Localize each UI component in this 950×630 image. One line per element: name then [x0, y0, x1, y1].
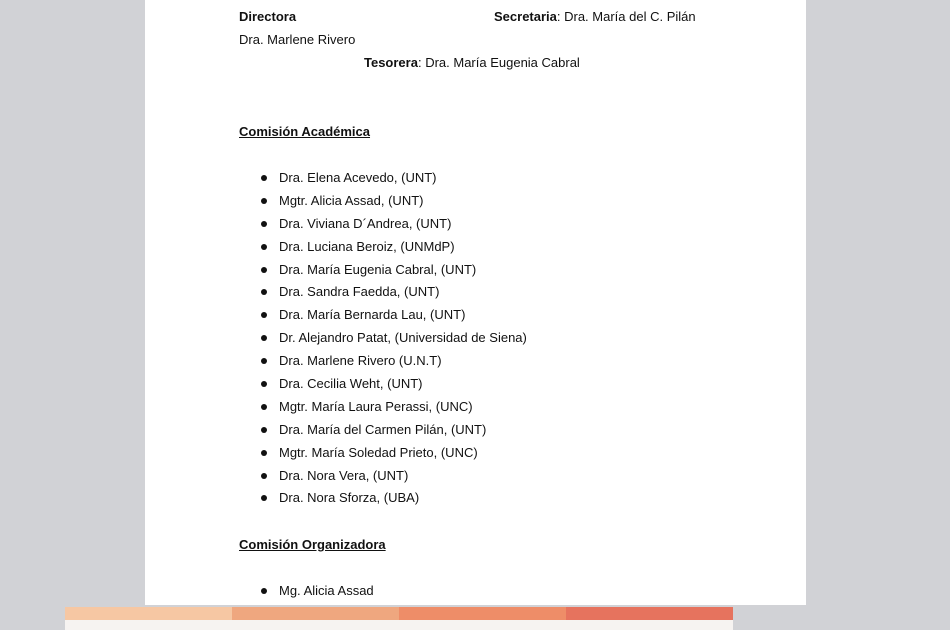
- list-item: [145, 422, 806, 445]
- member-name: Mgtr. María Soledad Prieto, (UNC): [279, 444, 478, 460]
- comision-academica-list: [145, 170, 806, 513]
- member-name: Mgtr. Alicia Assad, (UNT): [279, 192, 424, 208]
- footer-color-bar: [65, 607, 232, 620]
- member-name: Dra. Viviana D´Andrea, (UNT): [279, 215, 452, 231]
- directora-label: Directora: [239, 9, 297, 24]
- comision-organizadora-list: [145, 583, 806, 606]
- list-item: [145, 239, 806, 262]
- tesorera-label: Tesorera: [364, 55, 418, 70]
- tesorera-line: [364, 55, 580, 71]
- list-item: [145, 330, 806, 353]
- list-item: [145, 170, 806, 193]
- secretaria-label: Secretaria: [494, 9, 557, 24]
- secretaria-name: : Dra. María del C. Pilán: [556, 9, 696, 24]
- bullet-icon: [261, 495, 267, 501]
- bullet-icon: [261, 381, 267, 387]
- list-item: [145, 583, 806, 606]
- list-item: [145, 262, 806, 285]
- list-item: [145, 193, 806, 216]
- bullet-icon: [261, 450, 267, 456]
- comision-organizadora-heading: Comisión Organizadora: [239, 537, 386, 552]
- bullet-icon: [261, 473, 267, 479]
- secretaria-line: [494, 9, 696, 25]
- bullet-icon: [261, 588, 267, 594]
- document-page: [145, 0, 806, 605]
- list-item: [145, 445, 806, 468]
- member-name: Mg. Alicia Assad: [279, 583, 374, 598]
- list-item: [145, 353, 806, 376]
- member-name: Dr. Alejandro Patat, (Universidad de Siena): [279, 330, 527, 346]
- member-name: Dra. Sandra Faedda, (UNT): [279, 284, 440, 300]
- list-item: [145, 284, 806, 307]
- list-item: [145, 307, 806, 330]
- list-item: [145, 216, 806, 239]
- member-name: Dra. Luciana Beroiz, (UNMdP): [279, 238, 455, 254]
- member-name: Dra. Marlene Rivero (U.N.T): [279, 353, 442, 369]
- bullet-icon: [261, 267, 267, 273]
- list-item: [145, 399, 806, 422]
- bullet-icon: [261, 335, 267, 341]
- member-name: Dra. Nora Sforza, (UBA): [279, 490, 420, 506]
- footer-color-bar: [232, 607, 399, 620]
- list-item: [145, 490, 806, 513]
- member-name: Mgtr. María Laura Perassi, (UNC): [279, 398, 473, 414]
- tesorera-name: : Dra. María Eugenia Cabral: [417, 55, 580, 70]
- list-item: [145, 468, 806, 491]
- directora-name: Dra. Marlene Rivero: [239, 32, 356, 47]
- bullet-icon: [261, 175, 267, 181]
- bullet-icon: [261, 289, 267, 295]
- bullet-icon: [261, 221, 267, 227]
- footer-color-bar: [399, 607, 566, 620]
- bullet-icon: [261, 312, 267, 318]
- footer-color-bar: [566, 607, 733, 620]
- bullet-icon: [261, 244, 267, 250]
- member-name: Dra. María del Carmen Pilán, (UNT): [279, 421, 487, 437]
- list-item: [145, 376, 806, 399]
- bullet-icon: [261, 358, 267, 364]
- member-name: Dra. Nora Vera, (UNT): [279, 467, 409, 483]
- member-name: Dra. María Eugenia Cabral, (UNT): [279, 261, 477, 277]
- member-name: Dra. Cecilia Weht, (UNT): [279, 376, 423, 392]
- bullet-icon: [261, 404, 267, 410]
- bullet-icon: [261, 427, 267, 433]
- comision-academica-heading: Comisión Académica: [239, 124, 371, 139]
- bullet-icon: [261, 198, 267, 204]
- member-name: Dra. Elena Acevedo, (UNT): [279, 170, 437, 185]
- member-name: Dra. María Bernarda Lau, (UNT): [279, 307, 466, 323]
- page-footer-band: [65, 607, 733, 630]
